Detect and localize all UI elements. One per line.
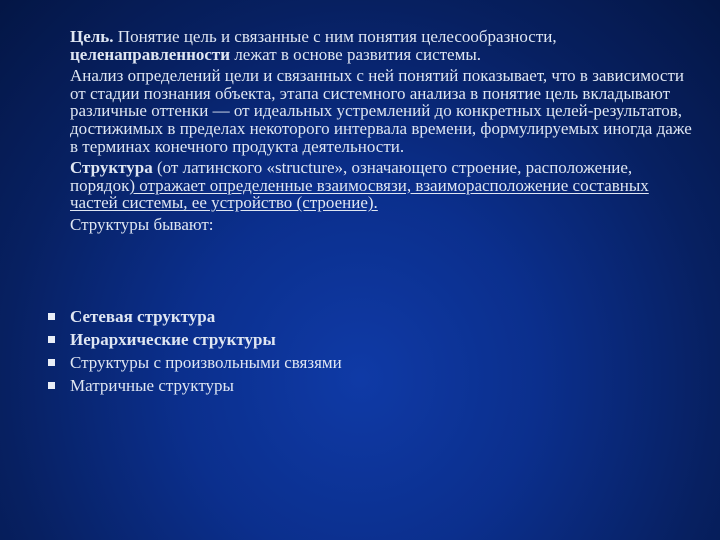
goal-bold-term: целенаправленности <box>70 44 231 64</box>
list-item-label: Матричные структуры <box>70 376 234 395</box>
list-item <box>48 328 688 351</box>
slide-text-block <box>70 28 700 238</box>
goal-text: Анализ определений цели и связанных с ней понятий показывает, что в зависимости от стадии познания объекта, этапа системного анализа в понятие цель вкладывают различные оттенки — от идеальных устремлений до конкретных целей-результатов, достижимых в пределах некоторого интервала времени, формулируемых иногда даже в терминах конечного продукта деятельности. <box>70 66 692 156</box>
list-item-label: Структуры с произвольными связями <box>70 353 342 372</box>
structures-intro: Структуры бывают: <box>70 214 214 234</box>
list-item <box>48 374 688 397</box>
square-bullet-icon <box>48 382 55 389</box>
structure-text-b: ) отражает определенные взаимосвязи, взаиморасположение составных частей системы, ее устройство (строение). <box>70 175 649 213</box>
list-item <box>48 351 688 374</box>
list-item-label: Иерархические структуры <box>70 330 276 349</box>
goal-title: Цель. <box>70 27 114 46</box>
list-item-label: Сетевая структура <box>70 307 216 326</box>
goal-intro: Понятие цель и связанные с ним понятия целесообразности, <box>113 27 557 46</box>
goal-paragraph <box>70 28 700 63</box>
goal-intro-2: лежат в основе развития системы. <box>230 44 482 64</box>
list-item <box>48 305 688 328</box>
square-bullet-icon <box>48 359 55 366</box>
structure-title: Структура <box>70 158 153 178</box>
structure-paragraph <box>70 159 700 212</box>
square-bullet-icon <box>48 313 55 320</box>
structures-list <box>48 305 688 397</box>
square-bullet-icon <box>48 336 55 343</box>
structure-text-a: (от латинского «structure», означающего строение, расположение, порядок <box>70 158 633 195</box>
